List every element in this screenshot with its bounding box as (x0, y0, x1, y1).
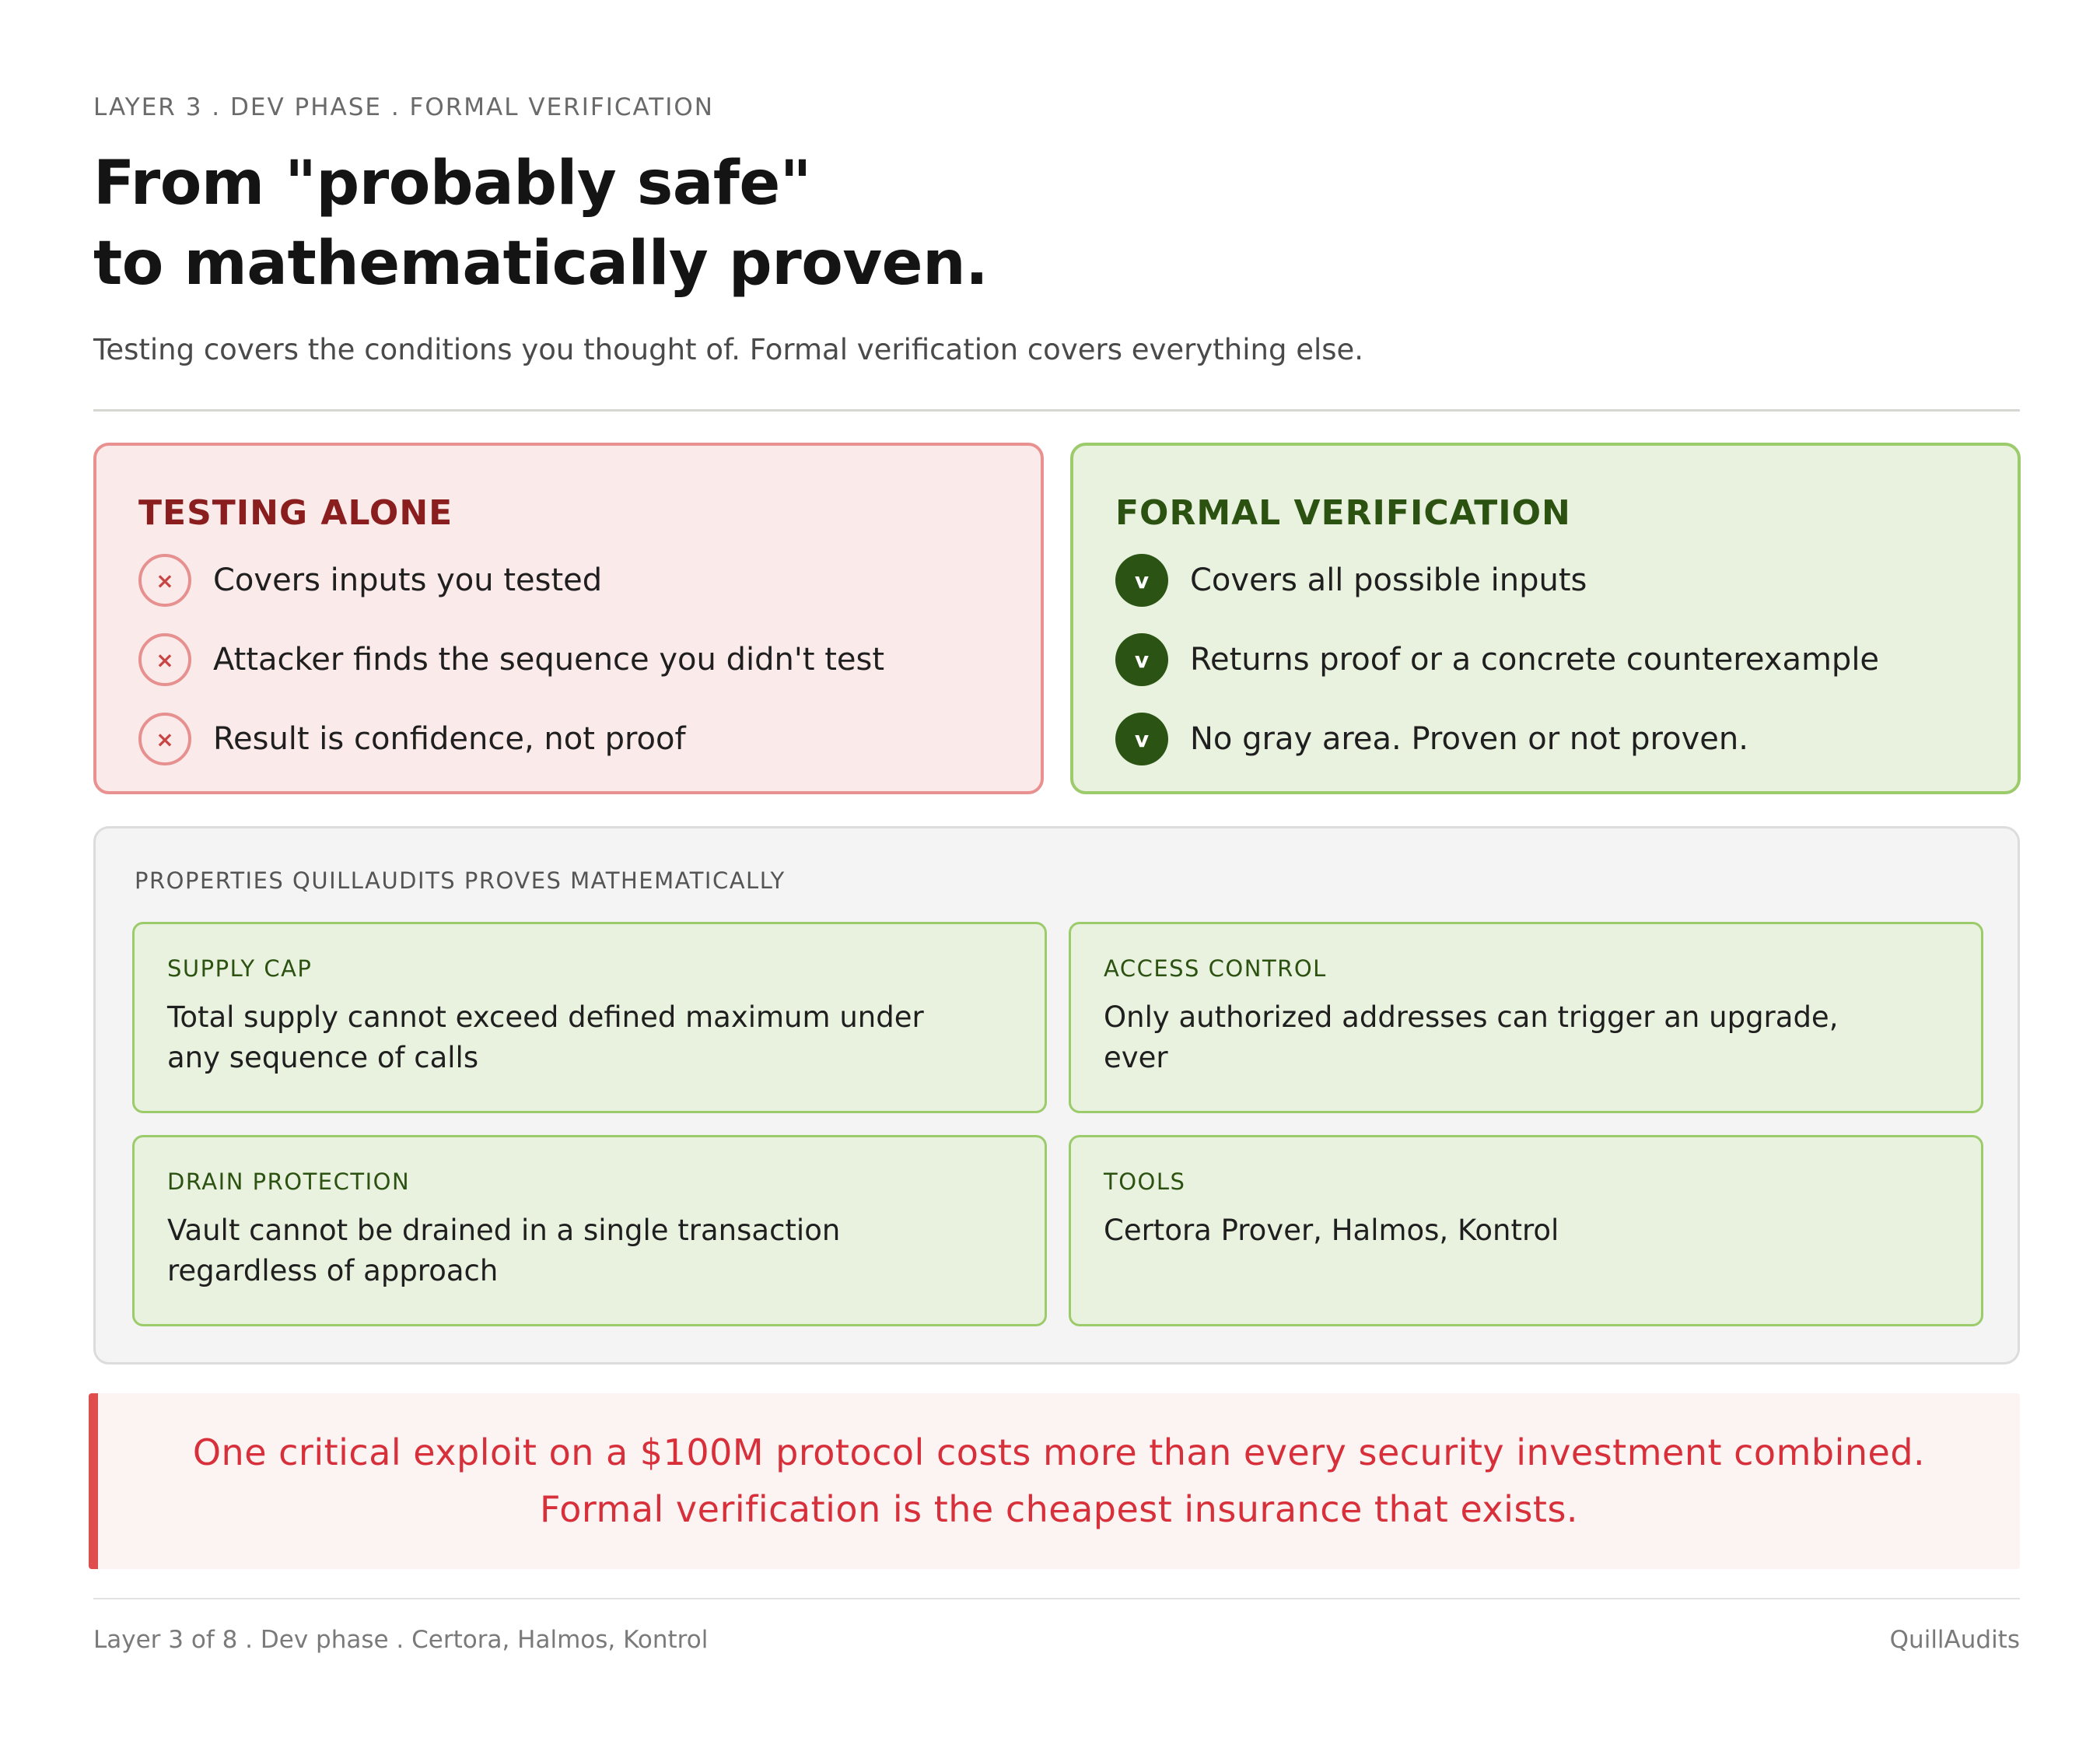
card-body: Certora Prover, Halmos, Kontrol (1104, 1214, 1559, 1247)
check-icon: v (1115, 713, 1168, 765)
x-icon: × (138, 554, 191, 607)
cost-callout (89, 1393, 2020, 1569)
list-item (138, 541, 999, 620)
title-line-1: From "probably safe" (93, 149, 811, 219)
formal-verification-list (1115, 541, 1976, 779)
x-icon: × (138, 633, 191, 686)
property-card-tools (1069, 1135, 1983, 1326)
list-item-text: Returns proof or a concrete counterexample (1190, 642, 1880, 678)
property-card-access-control (1069, 922, 1983, 1113)
footer-divider (93, 1598, 2020, 1599)
x-icon: × (138, 713, 191, 765)
properties-label: PROPERTIES QUILLAUDITS PROVES MATHEMATICALLY (135, 867, 786, 894)
card-body: Only authorized addresses can trigger an upgrade, ever (1104, 1000, 1839, 1074)
list-item-text: Attacker finds the sequence you didn't test (213, 642, 885, 678)
check-icon: v (1115, 633, 1168, 686)
property-card-supply-cap (132, 922, 1047, 1113)
callout-line-2: Formal verification is the cheapest insurance that exists. (539, 1488, 1579, 1530)
page-title (93, 144, 988, 304)
list-item (1115, 620, 1976, 699)
brand-name: QuillAudits (1889, 1626, 2020, 1654)
properties-panel (93, 826, 2020, 1364)
list-item (1115, 541, 1976, 620)
card-label: TOOLS (1104, 1168, 1186, 1195)
card-body: Vault cannot be drained in a single transaction regardless of approach (167, 1214, 841, 1287)
list-item-text: Covers inputs you tested (213, 562, 603, 598)
card-label: DRAIN PROTECTION (167, 1168, 411, 1195)
card-label: SUPPLY CAP (167, 955, 313, 982)
subtitle: Testing covers the conditions you thought of. Formal verification covers everything else. (93, 333, 1364, 366)
list-item (138, 620, 999, 699)
list-item (138, 699, 999, 779)
list-item-text: No gray area. Proven or not proven. (1190, 721, 1748, 757)
title-line-2: to mathematically proven. (93, 229, 989, 299)
footer-caption: Layer 3 of 8 . Dev phase . Certora, Halmos, Kontrol (93, 1626, 709, 1654)
check-icon: v (1115, 554, 1168, 607)
formal-verification-title: FORMAL VERIFICATION (1115, 493, 1571, 533)
divider (93, 409, 2020, 412)
testing-alone-list (138, 541, 999, 779)
card-body: Total supply cannot exceed defined maximum under any sequence of calls (167, 1000, 924, 1074)
card-label: ACCESS CONTROL (1104, 955, 1327, 982)
list-item-text: Result is confidence, not proof (213, 721, 686, 757)
testing-alone-panel (93, 443, 1044, 794)
property-card-drain-protection (132, 1135, 1047, 1326)
testing-alone-title: TESTING ALONE (138, 493, 453, 533)
eyebrow: LAYER 3 . DEV PHASE . FORMAL VERIFICATION (93, 93, 714, 121)
formal-verification-panel (1070, 443, 2021, 794)
callout-line-1: One critical exploit on a $100M protocol costs more than every security investment combined. (192, 1431, 1926, 1473)
list-item (1115, 699, 1976, 779)
list-item-text: Covers all possible inputs (1190, 562, 1587, 598)
